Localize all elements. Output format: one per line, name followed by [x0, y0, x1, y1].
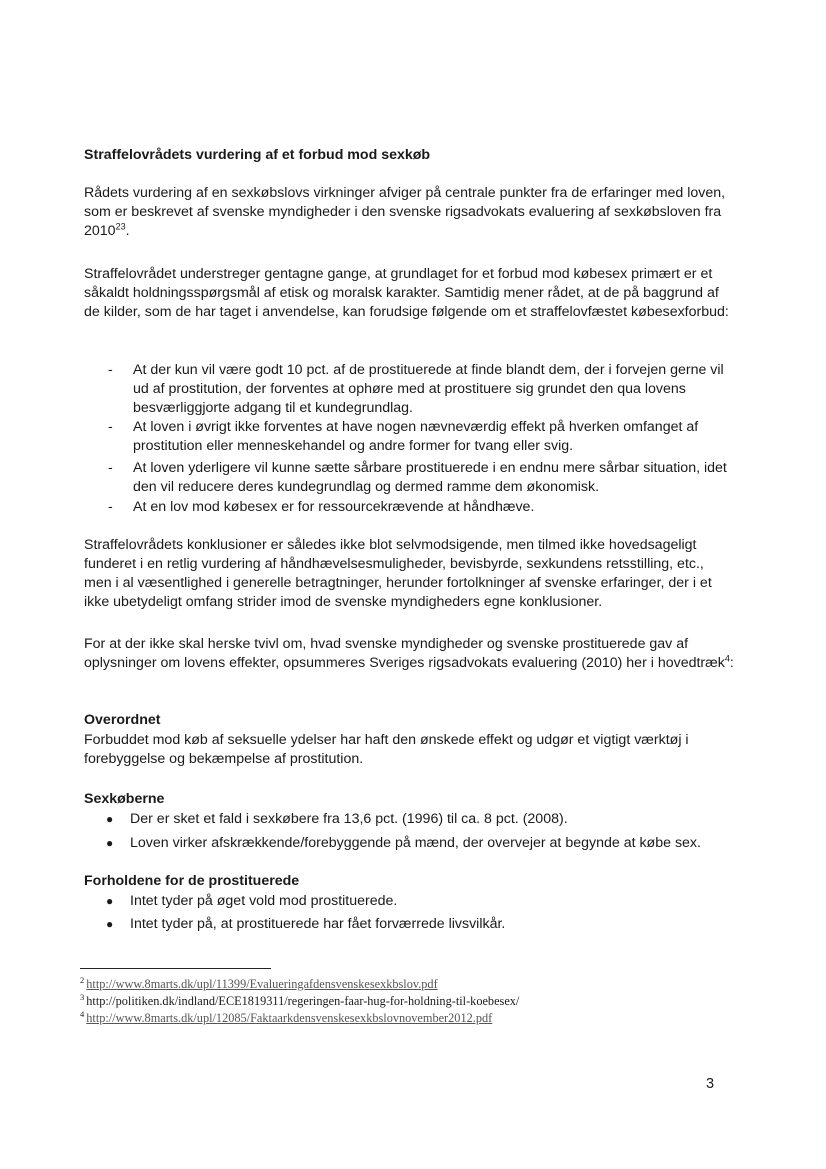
footnote-separator — [80, 968, 271, 969]
dash-marker: - — [108, 362, 113, 378]
footnote-4 — [80, 1010, 740, 1026]
paragraph-intro — [84, 184, 734, 241]
paragraph-overordnet: Forbuddet mod køb af seksuelle ydelser har haft den ønskede effekt og udgør et vigtigt værktøj i forebyggelse og bekæmpelse af prostitution. — [84, 732, 689, 767]
bullet-marker: ● — [106, 836, 114, 850]
page-number: 3 — [706, 1076, 715, 1092]
footnote-link[interactable]: http://www.8marts.dk/upl/12085/Faktaarkdensvenskesexkbslovnovember2012.pdf — [86, 1011, 493, 1025]
footnote-number: 2 — [80, 974, 85, 985]
footnote-number: 4 — [80, 1008, 85, 1019]
dash-list-item-text: At loven i øvrigt ikke forventes at have nogen nævneværdig effekt på hverken omfanget af prostitution eller menneskehandel og andre former for tvang eller svig. — [133, 419, 699, 454]
footnote-2 — [80, 976, 740, 992]
dash-marker: - — [108, 499, 113, 515]
paragraph-summary-intro — [84, 635, 734, 673]
footnote-3 — [80, 993, 740, 1009]
paragraph-summary-text: For at der ikke skal herske tvivl om, hvad svenske myndigheder og svenske prostituerede gav af oplysninger om lovens effekter, opsummeres Sveriges rigsadvokats evaluering (2010) her i hovedtræk — [84, 636, 725, 671]
subheading-forholdene: Forholdene for de prostituerede — [84, 873, 300, 889]
bullet-marker: ● — [106, 917, 114, 931]
dash-list-item-text: At der kun vil være godt 10 pct. af de prostituerede at finde blandt dem, der i forvejen gerne vil ud af prostitution, der forventes at ophøre med at prostituere sig grundet den qua lovens besværliggjorte adgang til et kundegrundlag. — [133, 362, 724, 416]
dash-marker: - — [108, 460, 113, 476]
paragraph-summary-end: : — [729, 655, 734, 671]
footnote-ref-4: 4 — [724, 653, 730, 664]
paragraph-conclusions: Straffelovrådets konklusioner er således ikke blot selvmodsigende, men tilmed ikke hovedsageligt funderet i en retlig vurdering af håndhævelsesmuligheder, bevisbyrde, sexkundens retsstilling, etc., men i al væsentlighed i generelle betragtninger, herunder fortolkninger af svenske erfaringer, der i et ikke ubetydeligt omfang strider imod de svenske myndigheders egne konklusioner. — [84, 537, 712, 610]
bullet-marker: ● — [106, 894, 114, 908]
subheading-sexkoberne: Sexkøberne — [84, 791, 165, 807]
paragraph-intro-end: . — [125, 223, 130, 239]
dash-list-item-text: At loven yderligere vil kunne sætte sårbare prostituerede i en endnu mere sårbar situation, idet den vil reducere deres kundegrundlag og dermed ramme dem økonomisk. — [133, 460, 727, 495]
footnote-ref-23: 23 — [115, 221, 126, 232]
section-title: Straffelovrådets vurdering af et forbud mod sexkøb — [84, 147, 431, 163]
subheading-overordnet: Overordnet — [84, 712, 161, 728]
bullet-list-item-text: Intet tyder på øget vold mod prostituerede. — [130, 893, 398, 909]
bullet-list-item-text: Der er sket et fald i sexkøbere fra 13,6 pct. (1996) til ca. 8 pct. (2008). — [130, 811, 568, 827]
dash-list-item-text: At en lov mod købesex er for ressourcekrævende at håndhæve. — [133, 499, 535, 515]
bullet-list-item-text: Loven virker afskrækkende/forebyggende på mænd, der overvejer at begynde at købe sex. — [130, 835, 701, 851]
bullet-list-item-text: Intet tyder på, at prostituerede har fået forværrede livsvilkår. — [130, 916, 506, 932]
footnote-url-text: http://politiken.dk/indland/ECE1819311/regeringen-faar-hug-for-holdning-til-koebesex/ — [86, 994, 520, 1008]
dash-marker: - — [108, 419, 113, 435]
paragraph-council-view: Straffelovrådet understreger gentagne gange, at grundlaget for et forbud mod købesex primært er et såkaldt holdningsspørgsmål af etisk og moralsk karakter. Samtidig mener rådet, at de på baggrund af de kilder, som de har taget i anvendelse, kan forudsige følgende om et straffelovfæstet købesexforbud: — [84, 266, 729, 320]
footnote-number: 3 — [80, 991, 85, 1002]
paragraph-intro-text: Rådets vurdering af en sexkøbslovs virkninger afviger på centrale punkter fra de erfaringer med loven, som er beskrevet af svenske myndigheder i den svenske rigsadvokats evaluering af sexkøbsloven fra 2010 — [84, 185, 726, 239]
footnote-link[interactable]: http://www.8marts.dk/upl/11399/Evalueringafdensvenskesexkbslov.pdf — [86, 977, 438, 991]
bullet-marker: ● — [106, 812, 114, 826]
